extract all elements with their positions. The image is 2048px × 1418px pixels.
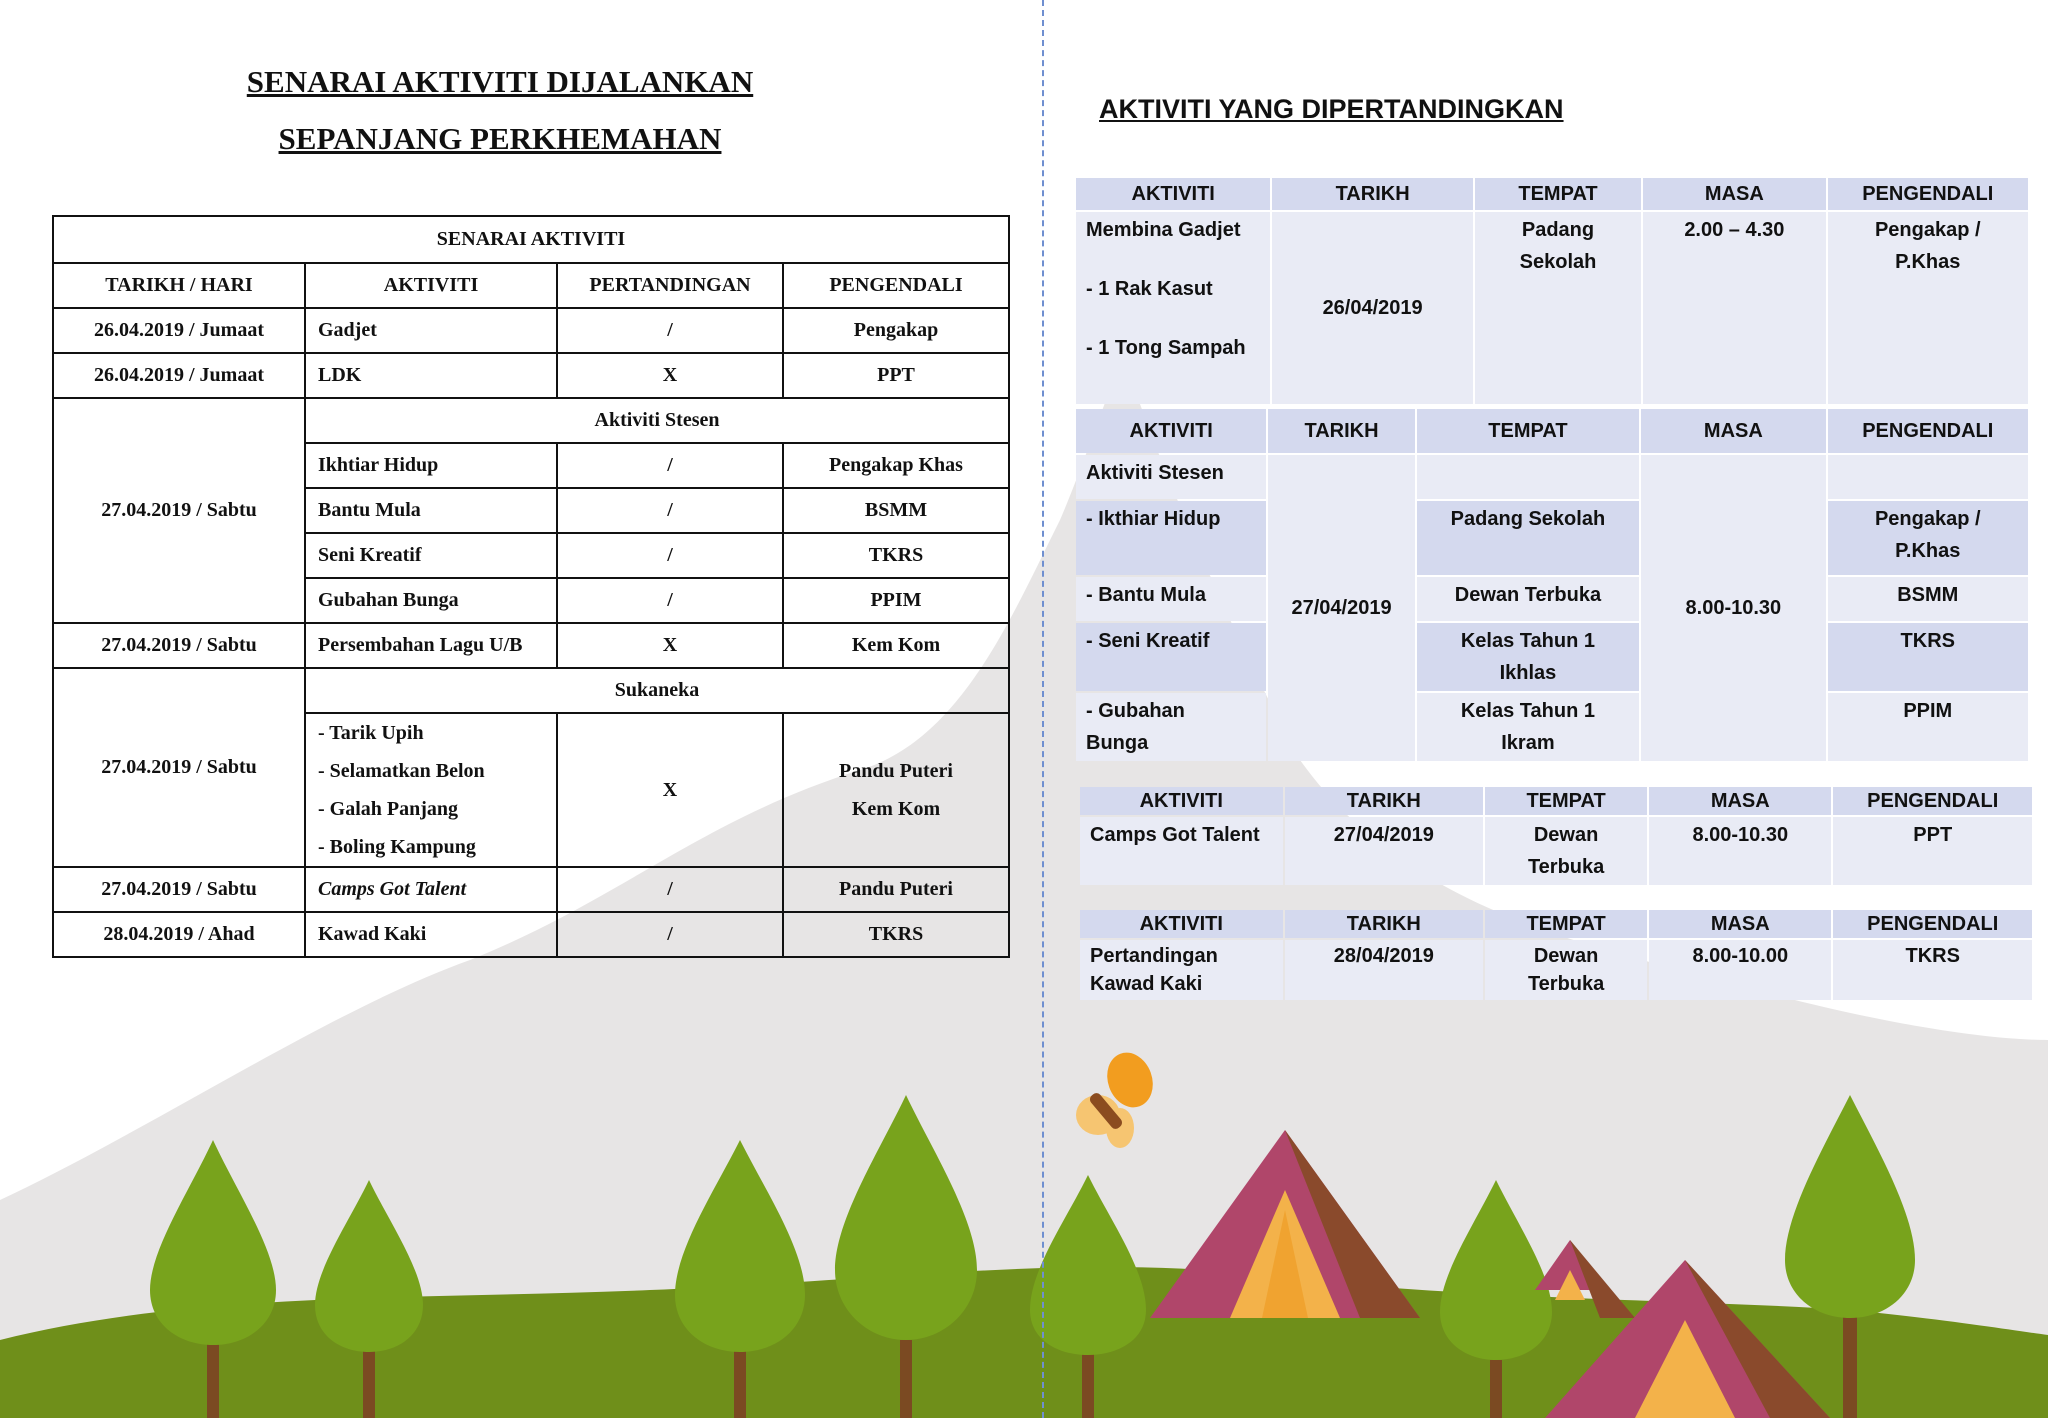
row-date: 26.04.2019 / Jumaat [53, 308, 305, 353]
table-row [1076, 455, 2028, 499]
handler-line: P.Khas [1895, 251, 1961, 273]
handler-line: Pengakap / [1874, 508, 1981, 530]
col-header-date: TARIKH [1285, 910, 1484, 938]
table-row [1076, 501, 2028, 575]
place-line: Ikhlas [1499, 662, 1557, 684]
col-header-competition: PERTANDINGAN [557, 263, 783, 308]
handler-line: Pandu Puteri [839, 760, 953, 782]
table-row [1080, 817, 2032, 885]
table-row [53, 668, 1009, 713]
row-activity: Ikhtiar Hidup [305, 443, 557, 488]
place-line: Dewan [1533, 824, 1599, 846]
row-activity: LDK [305, 353, 557, 398]
table-row [1076, 693, 2028, 761]
station-heading: Aktiviti Stesen [305, 398, 1009, 443]
row-time: 8.00-10.30 [1649, 817, 1831, 885]
activity-line: Membina Gadjet [1086, 219, 1241, 241]
table-row [53, 308, 1009, 353]
place-line: Padang [1521, 219, 1595, 241]
col-header-place: TEMPAT [1475, 178, 1641, 210]
row-activity: - Bantu Mula [1076, 577, 1266, 621]
place-line: Terbuka [1527, 973, 1605, 995]
place-line: Dewan [1533, 945, 1599, 967]
row-handler: Pandu Puteri [783, 867, 1009, 912]
handler-line: Kem Kom [851, 798, 941, 820]
competition-table-gadjet [1074, 176, 2030, 406]
col-header-handler: PENGENDALI [1828, 178, 2028, 210]
row-competition: X [557, 623, 783, 668]
row-place: Padang Sekolah [1417, 501, 1639, 575]
table-row [53, 623, 1009, 668]
row-competition: / [557, 912, 783, 957]
page-fold-divider [1042, 0, 1044, 1418]
table-header-row [53, 263, 1009, 308]
row-competition: / [557, 443, 783, 488]
row-date: 27/04/2019 [1285, 817, 1484, 885]
table-header-row [1080, 910, 2032, 938]
row-date: 27.04.2019 / Sabtu [53, 398, 305, 623]
competition-table-kawad [1078, 908, 2034, 1002]
col-header-handler: PENGENDALI [1828, 409, 2028, 453]
row-activity: Camps Got Talent [1080, 817, 1283, 885]
row-competition: / [557, 867, 783, 912]
row-place [1417, 623, 1639, 691]
handler-line: Pengakap / [1874, 219, 1981, 241]
row-activity: - Seni Kreatif [1076, 623, 1266, 691]
row-handler [783, 713, 1009, 867]
row-activity: - Ikthiar Hidup [1076, 501, 1266, 575]
table-row [53, 912, 1009, 957]
row-date: 26.04.2019 / Jumaat [53, 353, 305, 398]
row-handler-empty [1828, 455, 2028, 499]
sukaneka-items [305, 713, 557, 867]
row-handler: Pengakap [783, 308, 1009, 353]
col-header-handler: PENGENDALI [783, 263, 1009, 308]
activity-line: - Gubahan [1086, 700, 1185, 722]
place-line: Terbuka [1527, 856, 1605, 878]
row-handler: TKRS [783, 912, 1009, 957]
row-activity: Seni Kreatif [305, 533, 557, 578]
table-header-row [1080, 787, 2032, 815]
left-title-line1: SENARAI AKTIVITI DIJALANKAN [246, 64, 754, 99]
row-competition: X [557, 353, 783, 398]
row-handler [1828, 501, 2028, 575]
col-header-time: MASA [1643, 178, 1825, 210]
row-place [1485, 817, 1647, 885]
row-handler: TKRS [1833, 940, 2032, 1000]
list-item: - Tarik Upih [318, 722, 424, 744]
row-date: 28.04.2019 / Ahad [53, 912, 305, 957]
row-handler: PPT [783, 353, 1009, 398]
col-header-activity: AKTIVITI [1076, 409, 1266, 453]
table-row [1076, 212, 2028, 404]
row-handler: TKRS [1828, 623, 2028, 691]
list-item: - Selamatkan Belon [318, 760, 485, 782]
col-header-handler: PENGENDALI [1833, 910, 2032, 938]
row-competition: / [557, 578, 783, 623]
row-activity: Persembahan Lagu U/B [305, 623, 557, 668]
activity-list-table [52, 215, 1010, 958]
row-activity: Kawad Kaki [305, 912, 557, 957]
row-time: 8.00-10.00 [1649, 940, 1831, 1000]
activity-line: Kawad Kaki [1090, 973, 1203, 995]
row-activity [1076, 693, 1266, 761]
table-row [1080, 940, 2032, 1000]
row-date: 27.04.2019 / Sabtu [53, 867, 305, 912]
row-handler: Kem Kom [783, 623, 1009, 668]
col-header-date: TARIKH [1268, 409, 1414, 453]
place-line: Kelas Tahun 1 [1460, 630, 1595, 652]
table-row [53, 353, 1009, 398]
row-place [1417, 693, 1639, 761]
table-header-row [1076, 178, 2028, 210]
col-header-activity: AKTIVITI [1080, 787, 1283, 815]
row-activity: Bantu Mula [305, 488, 557, 533]
row-handler: PPIM [783, 578, 1009, 623]
row-date: 26/04/2019 [1272, 212, 1472, 404]
table-row [53, 867, 1009, 912]
row-activity [1076, 212, 1270, 404]
left-title-line2: SEPANJANG PERKHEMAHAN [278, 121, 722, 156]
competition-table-talent [1078, 785, 2034, 887]
row-date: 28/04/2019 [1285, 940, 1484, 1000]
col-header-time: MASA [1649, 910, 1831, 938]
row-handler: PPIM [1828, 693, 2028, 761]
activity-line: Bunga [1086, 732, 1149, 754]
col-header-place: TEMPAT [1485, 910, 1647, 938]
list-item: - Boling Kampung [318, 836, 476, 858]
row-competition: X [557, 713, 783, 867]
row-handler [1828, 212, 2028, 404]
station-heading: Aktiviti Stesen [1076, 455, 1266, 499]
row-date: 27.04.2019 / Sabtu [53, 668, 305, 867]
row-handler: BSMM [783, 488, 1009, 533]
handler-line: P.Khas [1895, 540, 1961, 562]
col-header-activity: AKTIVITI [1080, 910, 1283, 938]
row-place: Dewan Terbuka [1417, 577, 1639, 621]
sukaneka-heading: Sukaneka [305, 668, 1009, 713]
row-time: 8.00-10.30 [1641, 455, 1825, 761]
row-activity: Camps Got Talent [305, 867, 557, 912]
row-place-empty [1417, 455, 1639, 499]
col-header-activity: AKTIVITI [305, 263, 557, 308]
table-row [1076, 577, 2028, 621]
row-time: 2.00 – 4.30 [1643, 212, 1825, 404]
row-activity: Gadjet [305, 308, 557, 353]
col-header-time: MASA [1649, 787, 1831, 815]
row-handler: BSMM [1828, 577, 2028, 621]
right-title: AKTIVITI YANG DIPERTANDINGKAN [1099, 94, 1564, 124]
table-row [53, 398, 1009, 443]
row-handler: Pengakap Khas [783, 443, 1009, 488]
activity-line: Pertandingan [1090, 945, 1218, 967]
row-competition: / [557, 488, 783, 533]
row-place [1485, 940, 1647, 1000]
table-row [1076, 623, 2028, 691]
table-caption-row [53, 216, 1009, 263]
place-line: Kelas Tahun 1 [1460, 700, 1595, 722]
row-place [1475, 212, 1641, 404]
col-header-date: TARIKH [1285, 787, 1484, 815]
row-handler: PPT [1833, 817, 2032, 885]
col-header-handler: PENGENDALI [1833, 787, 2032, 815]
place-line: Sekolah [1519, 251, 1597, 273]
row-date: 27.04.2019 / Sabtu [53, 623, 305, 668]
activity-line: - 1 Tong Sampah [1086, 337, 1246, 359]
table-header-row [1076, 409, 2028, 453]
row-competition: / [557, 308, 783, 353]
competition-table-stations [1074, 407, 2030, 763]
row-activity: Gubahan Bunga [305, 578, 557, 623]
row-handler: TKRS [783, 533, 1009, 578]
row-activity [1080, 940, 1283, 1000]
row-date: 27/04/2019 [1268, 455, 1414, 761]
col-header-activity: AKTIVITI [1076, 178, 1270, 210]
activity-line: - 1 Rak Kasut [1086, 278, 1213, 300]
list-item: - Galah Panjang [318, 798, 459, 820]
col-header-place: TEMPAT [1485, 787, 1647, 815]
col-header-place: TEMPAT [1417, 409, 1639, 453]
col-header-date: TARIKH / HARI [53, 263, 305, 308]
col-header-time: MASA [1641, 409, 1825, 453]
place-line: Ikram [1501, 732, 1555, 754]
col-header-date: TARIKH [1272, 178, 1472, 210]
row-competition: / [557, 533, 783, 578]
table-caption: SENARAI AKTIVITI [53, 216, 1009, 263]
